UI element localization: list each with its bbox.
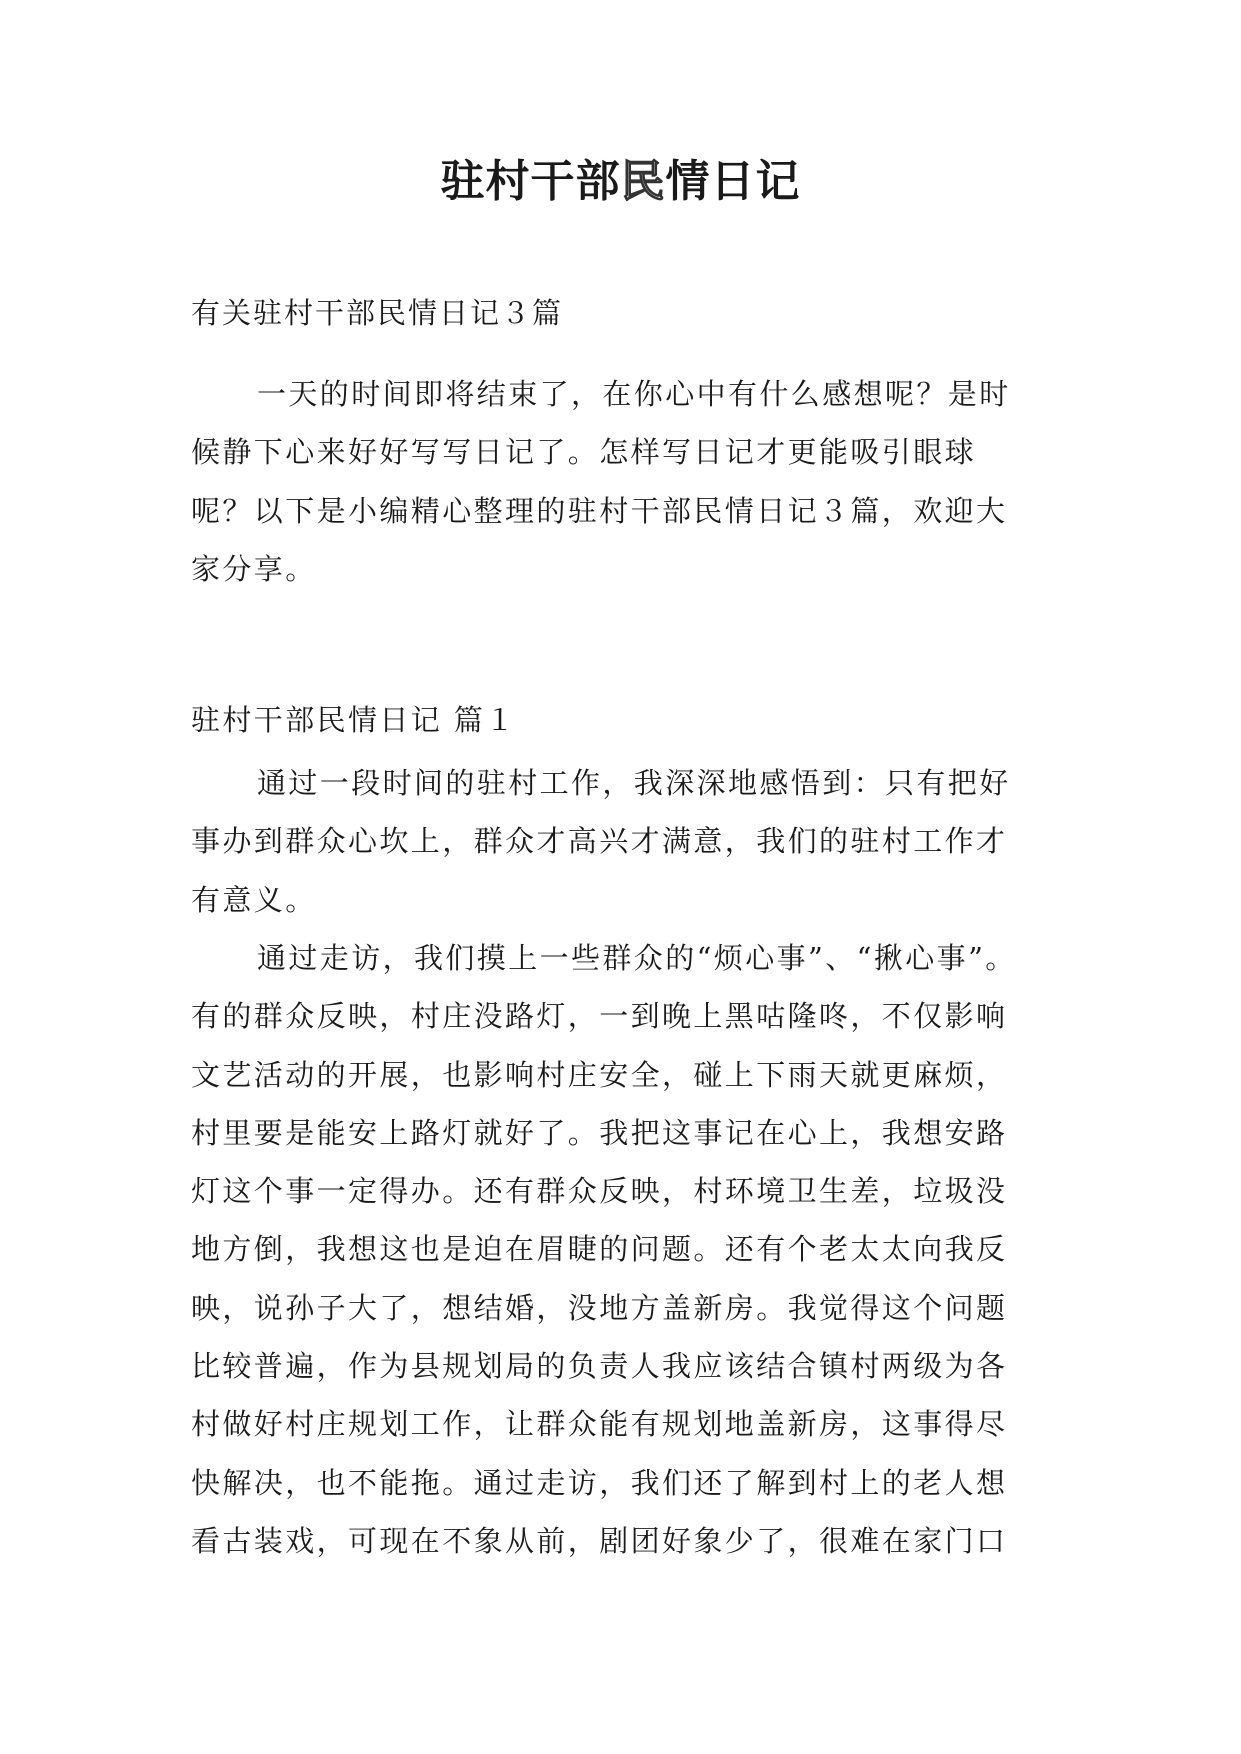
text-line: 一天的时间即将结束了，在你心中有什么感想呢？是时 <box>257 377 1011 411</box>
title-part-1: 驻村干部 <box>440 156 621 207</box>
text-line: 比较普遍，作为县规划局的负责人我应该结合镇村两级为各 <box>191 1349 1008 1384</box>
text-line: 通过一段时间的驻村工作，我深深地感悟到：只有把好 <box>257 766 1011 800</box>
text-line: 候静下心来好好写写日记了。怎样写日记才更能吸引眼球 <box>191 435 977 470</box>
intro-paragraph <box>191 365 1051 598</box>
title-outline-char: 民 <box>620 156 666 207</box>
document-subtitle: 有关驻村干部民情日记３篇 <box>191 296 564 330</box>
text-line: 家分享。 <box>191 551 317 586</box>
text-line: 快解决，也不能拖。通过走访，我们还了解到村上的老人想 <box>191 1465 1008 1500</box>
body-paragraph-1 <box>191 754 1051 929</box>
text-line: 有意义。 <box>191 882 317 917</box>
text-line: 灯这个事一定得办。还有群众反映，村环境卫生差，垃圾没 <box>191 1174 1008 1209</box>
text-line: 通过走访，我们摸上一些群众的“烦心事”、“揪心事”。 <box>257 941 1017 975</box>
text-line: 看古装戏，可现在不象从前，剧团好象少了，很难在家门口 <box>191 1523 1008 1558</box>
text-line: 村里要是能安上路灯就好了。我把这事记在心上，我想安路 <box>191 1115 1008 1150</box>
text-line: 有的群众反映，村庄没路灯，一到晚上黑咕隆咚，不仅影响 <box>191 999 1008 1034</box>
text-line: 事办到群众心坎上，群众才高兴才满意，我们的驻村工作才 <box>191 824 1008 859</box>
text-line: 地方倒，我想这也是迫在眉睫的问题。还有个老太太向我反 <box>191 1232 1008 1267</box>
text-line: 村做好村庄规划工作，让群众能有规划地盖新房，这事得尽 <box>191 1407 1008 1442</box>
body-paragraph-2 <box>191 929 1051 1570</box>
text-line: 呢？以下是小编精心整理的驻村干部民情日记３篇，欢迎大 <box>191 493 1008 528</box>
page-title <box>0 152 1241 212</box>
title-part-2: 情日记 <box>665 156 801 207</box>
text-line: 映，说孙子大了，想结婚，没地方盖新房。我觉得这个问题 <box>191 1290 1008 1325</box>
section-heading: 驻村干部民情日记 篇１ <box>191 703 517 737</box>
text-line: 文艺活动的开展，也影响村庄安全，碰上下雨天就更麻烦， <box>191 1057 1008 1092</box>
